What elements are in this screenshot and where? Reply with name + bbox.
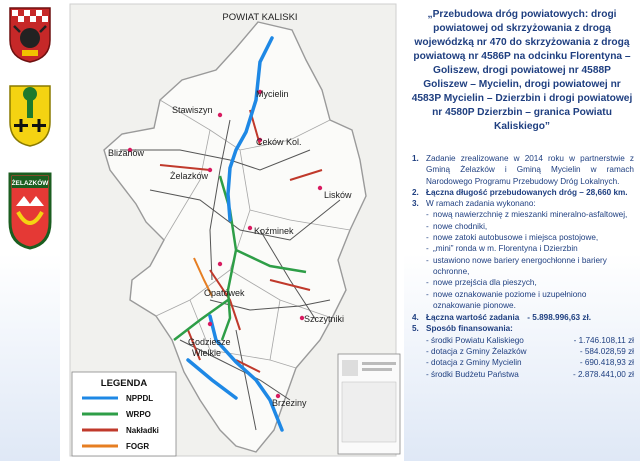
list-item <box>412 198 634 209</box>
place-zelazkow: Żelazków <box>170 171 209 181</box>
place-opatowek: Opatówek <box>204 288 245 298</box>
financing-item: - środki Budżetu Państwa - 2.878.441,00 zł <box>426 369 634 379</box>
total-value-amount: - 5.898.996,63 zł. <box>527 313 592 323</box>
place-cekow: Ceków Kol. <box>256 137 302 147</box>
financing-item: - dotacja z Gminy Mycielin - 690.418,93 zł <box>426 358 634 368</box>
map-legend <box>72 372 176 456</box>
works-item: - nowe przejścia dla pieszych, <box>426 278 537 288</box>
place-brzeziny: Brzeziny <box>272 398 307 408</box>
project-description-panel <box>404 0 640 461</box>
financing-title: Sposób finansowania: <box>426 324 513 334</box>
map-header: POWIAT KALISKI <box>222 12 298 23</box>
place-godziesze: Godziesze <box>188 337 231 347</box>
crest-label: ŻELAZKÓW <box>11 180 49 187</box>
works-item: - „mini” ronda w m. Florentyna i Dzierzbin <box>426 244 578 254</box>
legend-label-nppdl: NPPDL <box>126 394 154 403</box>
list-text: Łączna długość przebudowanych dróg – 28,660 km. <box>426 187 628 197</box>
place-kozminek: Koźminek <box>254 226 294 236</box>
works-item: - nowe zatoki autobusowe i miejsca postojowe, <box>426 233 599 243</box>
place-liskow: Lisków <box>324 190 352 200</box>
legend-label-fogr: FOGR <box>126 442 150 451</box>
district-road-map <box>60 0 404 461</box>
gmina-mycielin-crest-icon <box>8 84 52 148</box>
place-mycielin: Mycielin <box>256 89 289 99</box>
financing-row: 5. Sposób finansowania: <box>412 324 513 334</box>
financing-item: - dotacja z Gminy Żelazków - 584.028,59 zł <box>426 347 634 357</box>
list-number: 3. <box>412 199 419 209</box>
list-text: Zadanie zrealizowane w 2014 roku w partnerstwie z Gminą Żelazków i Gminą Mycielin w ramach Narodowego Programu Przebudowy Dróg Lokalnych. <box>426 154 634 186</box>
list-number: 2. <box>412 187 419 197</box>
legend-label-wrpo: WRPO <box>126 410 151 419</box>
works-item: - nową nawierzchnię z mieszanki mineralno-asfaltowej, <box>426 210 628 220</box>
gmina-zelazkow-crest-icon <box>8 172 52 250</box>
project-title: „Przebudowa dróg powiatowych: drogi powiatowej od skrzyżowania z drogą wojewódzką nr 470 do skrzyżowania z drogą powiatową nr 4586P na odcinku Florentyna – Goliszew, drogi powiatowej nr 4588P Goliszew – Mycielin, drogi powiatowej nr 4583P Mycielin – Dzierzbin i drogi powiatowej nr 4580P Dzierzbin – granica Powiatu Kaliskiego” <box>411 9 633 132</box>
list-text: W ramach zadania wykonano: <box>426 199 536 209</box>
place-szczytniki: Szczytniki <box>304 314 345 324</box>
legend-title: LEGENDA <box>100 378 148 389</box>
list-item <box>412 187 634 198</box>
total-value-label: Łączna wartość zadania <box>426 313 520 323</box>
inset-map-sheet <box>338 354 400 454</box>
powiat-kaliski-crest-icon <box>8 6 52 64</box>
list-number: 1. <box>412 154 419 163</box>
place-stawiszyn: Stawiszyn <box>172 105 213 115</box>
place-blizanow: Blizanów <box>108 148 145 158</box>
legend-label-nakladki: Nakładki <box>126 426 159 435</box>
works-item: - nowe oznakowanie poziome i uzupełniono oznakowanie pionowe. <box>426 289 587 310</box>
total-value-row: 4. Łączna wartość zadania - 5.898.996,63 zł. <box>412 313 592 323</box>
coats-of-arms-column <box>0 0 60 461</box>
place-wielkie: Wielkie <box>192 348 222 358</box>
financing-item: - środki Powiatu Kaliskiego - 1.746.108,11 zł <box>426 335 634 345</box>
works-item: - ustawiono nowe bariery energochłonne i bariery ochronne, <box>426 255 607 276</box>
list-item <box>412 153 634 187</box>
project-details-list <box>412 153 634 380</box>
works-item: - nowe chodniki, <box>426 221 488 231</box>
